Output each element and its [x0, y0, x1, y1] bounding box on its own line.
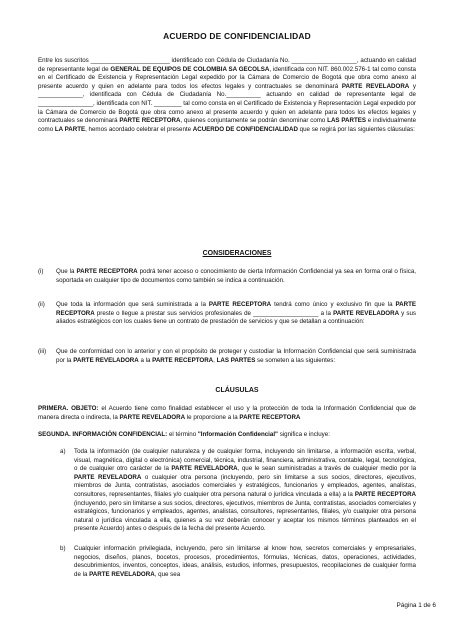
clauses-heading: CLÁUSULAS	[215, 387, 259, 394]
consideration-text: Que de conformidad con lo anterior y con el propósito de proteger y custodiar la Información Confidencial que será suministrada por la PARTE REVELADORA a la PARTE RECEPTORA, LAS PARTES se someten a las siguientes:	[56, 348, 416, 364]
consideration-text: Que toda la información que será suministrada a la PARTE RECEPTORA tendrá como único y exclusivo fin que la PARTE RECEPTORA preste o llegue a prestar sus servicios profesionales de ___________________ a la PARTE REVELADORA y sus aliados estratégicos con los cuales tiene un contrato de prestación de servicios y que se detallan a continuación:	[56, 301, 417, 326]
consideration-number: (i)	[38, 268, 44, 275]
list-item-label: b)	[60, 545, 66, 552]
page-number: Página 1 de 6	[396, 602, 436, 609]
document-title: ACUERDO DE CONFIDENCIALIDAD	[163, 31, 311, 41]
list-item-text: Toda la información (de cualquier naturaleza y de cualquier forma, incluyendo sin limitarse, a información escrita, verbal, visual, magnética, digital o electrónica) comercial, técnica, industrial, financiera, administrativa, contable, legal, tecnológica, o de cualquier otro carácter de la PARTE REVELADORA, que le sean suministradas a través de cualquier medio por la PARTE REVELADORA o cualquier otra persona (incluyendo, pero sin limitarse a sus socios, directores, ejecutivos, miembros de Junta, contratistas, asociados comerciales y estratégicos, funcionarios y empleados, agentes, analistas, consultores, representantes, filiales y/o cualquier otra persona natural o jurídica vinculada a ella) a la PARTE RECEPTORA (incluyendo, pero sin limitarse a sus socios, directores, ejecutivos, miembros de Junta, contratistas, asociados comerciales y estratégicos, funcionarios y empleados, agentes, analistas, consultores, representantes, filiales, y/o cualquier otra persona natural o jurídica vinculada a ella, quienes a su vez deberán conocer y aceptar los mismos términos planteados en el presente Acuerdo) antes o después de la fecha del presente Acuerdo.	[74, 448, 417, 533]
consideration-text: Que la PARTE RECEPTORA podrá tener acceso o conocimiento de cierta Información Confidencial ya sea en forma oral o física, soportada en cualquier tipo de documentos como también se indica a continuación.	[56, 268, 416, 284]
first-clause: PRIMERA. OBJETO: el Acuerdo tiene como finalidad establecer el uso y la protección de toda la Información Confidencial que de manera directa o indirecta, la PARTE REVELADORA le proporcione a la PARTE RECEPTORA	[38, 405, 416, 421]
intro-paragraph: Entre los suscritos _______________________ identificado con Cédula de Ciudadanía No. ___________________, actuando en calidad de representante legal de GENERAL DE EQUIPOS DE COLOMBIA SA GECOLSA, identificada con NIT. 860.002.576-1 tal como consta en el Certificado de Existencia y Representación Legal expedido por la Cámara de Comercio de Bogotá que obra como anexo al presente acuerdo y quien en adelante para todos los efectos legales y contractuales se denominará PARTE REVELADORA y _____________, identificada con Cédula de Ciudadanía No.__________ actuando en calidad de representante legal de ________________, identificada con NIT. ________ tal como consta en el Certificado de Existencia y Representación Legal expedido por la Cámara de Comercio de Bogotá que obra como anexo al presente acuerdo y quien en adelante para todos los efectos legales y contractuales se denominará PARTE RECEPTORA, quienes conjuntamente se podrán denominar como LAS PARTES e individualmente como LA PARTE, hemos acordado celebrar el presente ACUERDO DE CONFIDENCIALIDAD que se regirá por las siguientes cláusulas:	[38, 57, 417, 133]
second-clause: SEGUNDA. INFORMACIÓN CONFIDENCIAL: el término "Información Confidencial" significa e incluye:	[38, 431, 330, 438]
consideration-number: (iii)	[38, 348, 47, 355]
consideration-number: (ii)	[38, 301, 45, 308]
list-item-label: a)	[60, 448, 66, 455]
considerations-heading: CONSIDERACIONES	[202, 250, 272, 257]
list-item-text: Cualquier información privilegiada, incluyendo, pero sin limitarse al know how, secretos comerciales y empresariales, negocios, diseños, planos, bocetos, procesos, procedimientos, fórmulas, técnicas, datos, operaciones, actividades, descubrimientos, inventos, conceptos, ideas, análisis, estudios, informes, presupuestos, recopilaciones de cualquier forma de la PARTE REVELADORA, que sea	[74, 545, 416, 578]
